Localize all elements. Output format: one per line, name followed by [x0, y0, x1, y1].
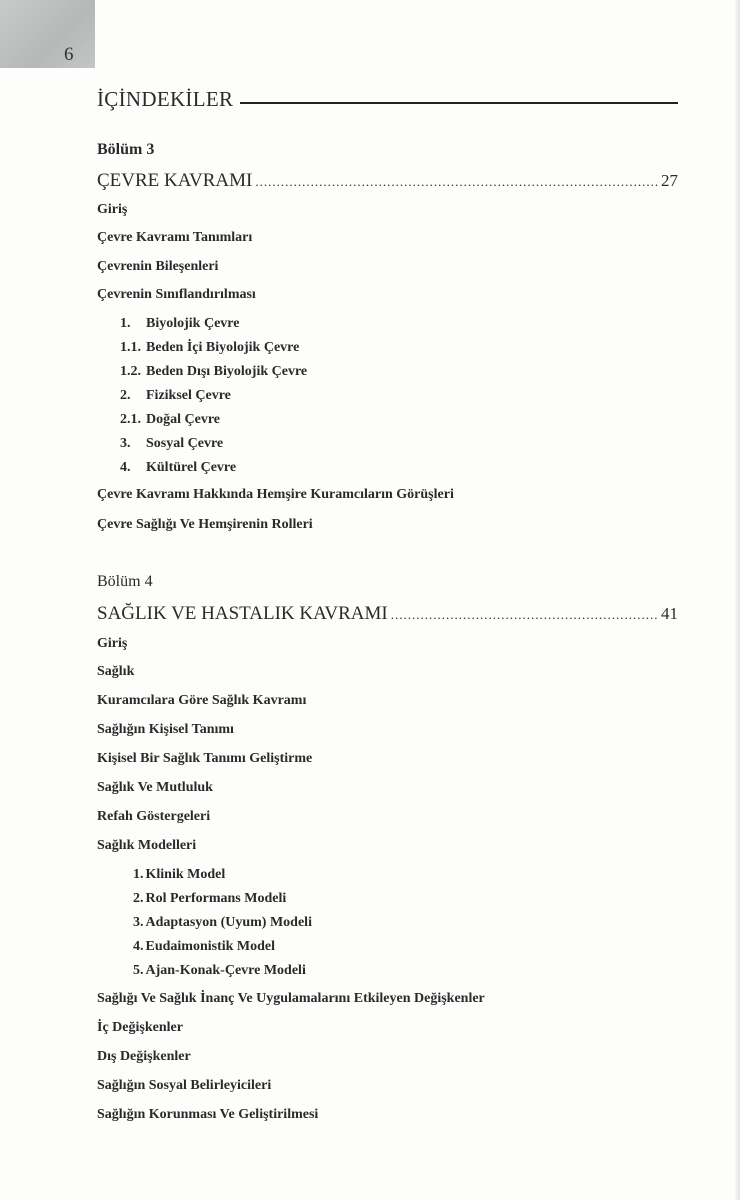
- subentry-text: Kültürel Çevre: [146, 460, 237, 475]
- subentry-number: 3.: [120, 436, 131, 451]
- subentry-text: Adaptasyon (Uyum) Modeli: [145, 915, 312, 930]
- subentry-text: Rol Performans Modeli: [145, 891, 287, 906]
- chapter-title: SAĞLIK VE HASTALIK KAVRAMI: [97, 603, 388, 624]
- toc-entry: Giriş: [97, 636, 128, 651]
- toc-entry: İç Değişkenler: [97, 1020, 183, 1035]
- toc-entry: Çevre Kavramı Tanımları: [97, 230, 253, 245]
- toc-subentry: [120, 364, 307, 380]
- toc-subentry: [133, 963, 306, 979]
- toc-entry: Çevrenin Bileşenleri: [97, 259, 219, 274]
- subentry-text: Ajan-Konak-Çevre Modeli: [145, 963, 306, 978]
- chapter-page-number: 41: [661, 604, 678, 623]
- page-edge-shadow: [734, 0, 740, 1200]
- subentry-number: 3.: [133, 915, 144, 930]
- toc-entry: Sağlık Modelleri: [97, 838, 197, 853]
- toc-entry: Kuramcılara Göre Sağlık Kavramı: [97, 693, 307, 708]
- toc-entry: Sağlığın Sosyal Belirleyicileri: [97, 1078, 272, 1093]
- toc-entry: Sağlığı Ve Sağlık İnanç Ve Uygulamalarını Etkileyen Değişkenler: [97, 991, 485, 1006]
- toc-entry: Giriş: [97, 202, 128, 217]
- page-corner-tab: [0, 0, 95, 68]
- toc-entry: Çevre Kavramı Hakkında Hemşire Kuramcıların Görüşleri: [97, 487, 454, 502]
- subentry-number: 1.: [133, 867, 144, 882]
- chapter-label: Bölüm 4: [97, 573, 153, 590]
- chapter-title-row: [97, 170, 678, 192]
- toc-entry: Sağlık: [97, 664, 135, 679]
- subentry-text: Fiziksel Çevre: [146, 388, 231, 403]
- toc-subentry: [120, 436, 223, 452]
- toc-entry: Dış Değişkenler: [97, 1049, 191, 1064]
- title-rule: [240, 102, 678, 104]
- toc-entry: Kişisel Bir Sağlık Tanımı Geliştirme: [97, 751, 313, 766]
- dot-leader: [391, 607, 658, 623]
- subentry-text: Doğal Çevre: [146, 412, 220, 427]
- toc-entry: Refah Göstergeleri: [97, 809, 211, 824]
- subentry-number: 4.: [120, 460, 131, 475]
- toc-entry: Sağlık Ve Mutluluk: [97, 780, 213, 795]
- subentry-number: 4.: [133, 939, 144, 954]
- toc-title: İÇİNDEKİLER: [97, 87, 234, 111]
- subentry-text: Beden Dışı Biyolojik Çevre: [146, 364, 308, 379]
- subentry-text: Eudaimonistik Model: [145, 939, 276, 954]
- subentry-number: 2.: [120, 388, 131, 403]
- toc-entry: Çevre Sağlığı Ve Hemşirenin Rolleri: [97, 517, 313, 532]
- toc-entry: Çevrenin Sınıflandırılması: [97, 287, 256, 302]
- subentry-number: 1.2.: [120, 364, 141, 379]
- toc-subentry: [120, 388, 231, 404]
- toc-subentry: [120, 460, 236, 476]
- page-number: 6: [64, 44, 74, 65]
- toc-subentry: [120, 340, 299, 356]
- toc-subentry: [133, 867, 225, 883]
- toc-entry: Sağlığın Kişisel Tanımı: [97, 722, 234, 737]
- subentry-text: Beden İçi Biyolojik Çevre: [146, 340, 300, 355]
- toc-subentry: [120, 412, 220, 428]
- toc-subentry: [120, 316, 239, 332]
- subentry-text: Klinik Model: [145, 867, 226, 882]
- toc-entry: Sağlığın Korunması Ve Geliştirilmesi: [97, 1107, 319, 1122]
- subentry-text: Sosyal Çevre: [146, 436, 224, 451]
- chapter-label: Bölüm 3: [97, 141, 155, 158]
- chapter-title: ÇEVRE KAVRAMI: [97, 170, 253, 191]
- chapter-title-row: [97, 603, 678, 625]
- toc-subentry: [133, 915, 312, 931]
- subentry-number: 2.1.: [120, 412, 141, 427]
- toc-subentry: [133, 939, 275, 955]
- toc-subentry: [133, 891, 286, 907]
- dot-leader: [255, 174, 658, 190]
- chapter-page-number: 27: [661, 171, 678, 190]
- subentry-number: 1.1.: [120, 340, 141, 355]
- subentry-number: 1.: [120, 316, 131, 331]
- subentry-number: 5.: [133, 963, 144, 978]
- subentry-text: Biyolojik Çevre: [146, 316, 240, 331]
- subentry-number: 2.: [133, 891, 144, 906]
